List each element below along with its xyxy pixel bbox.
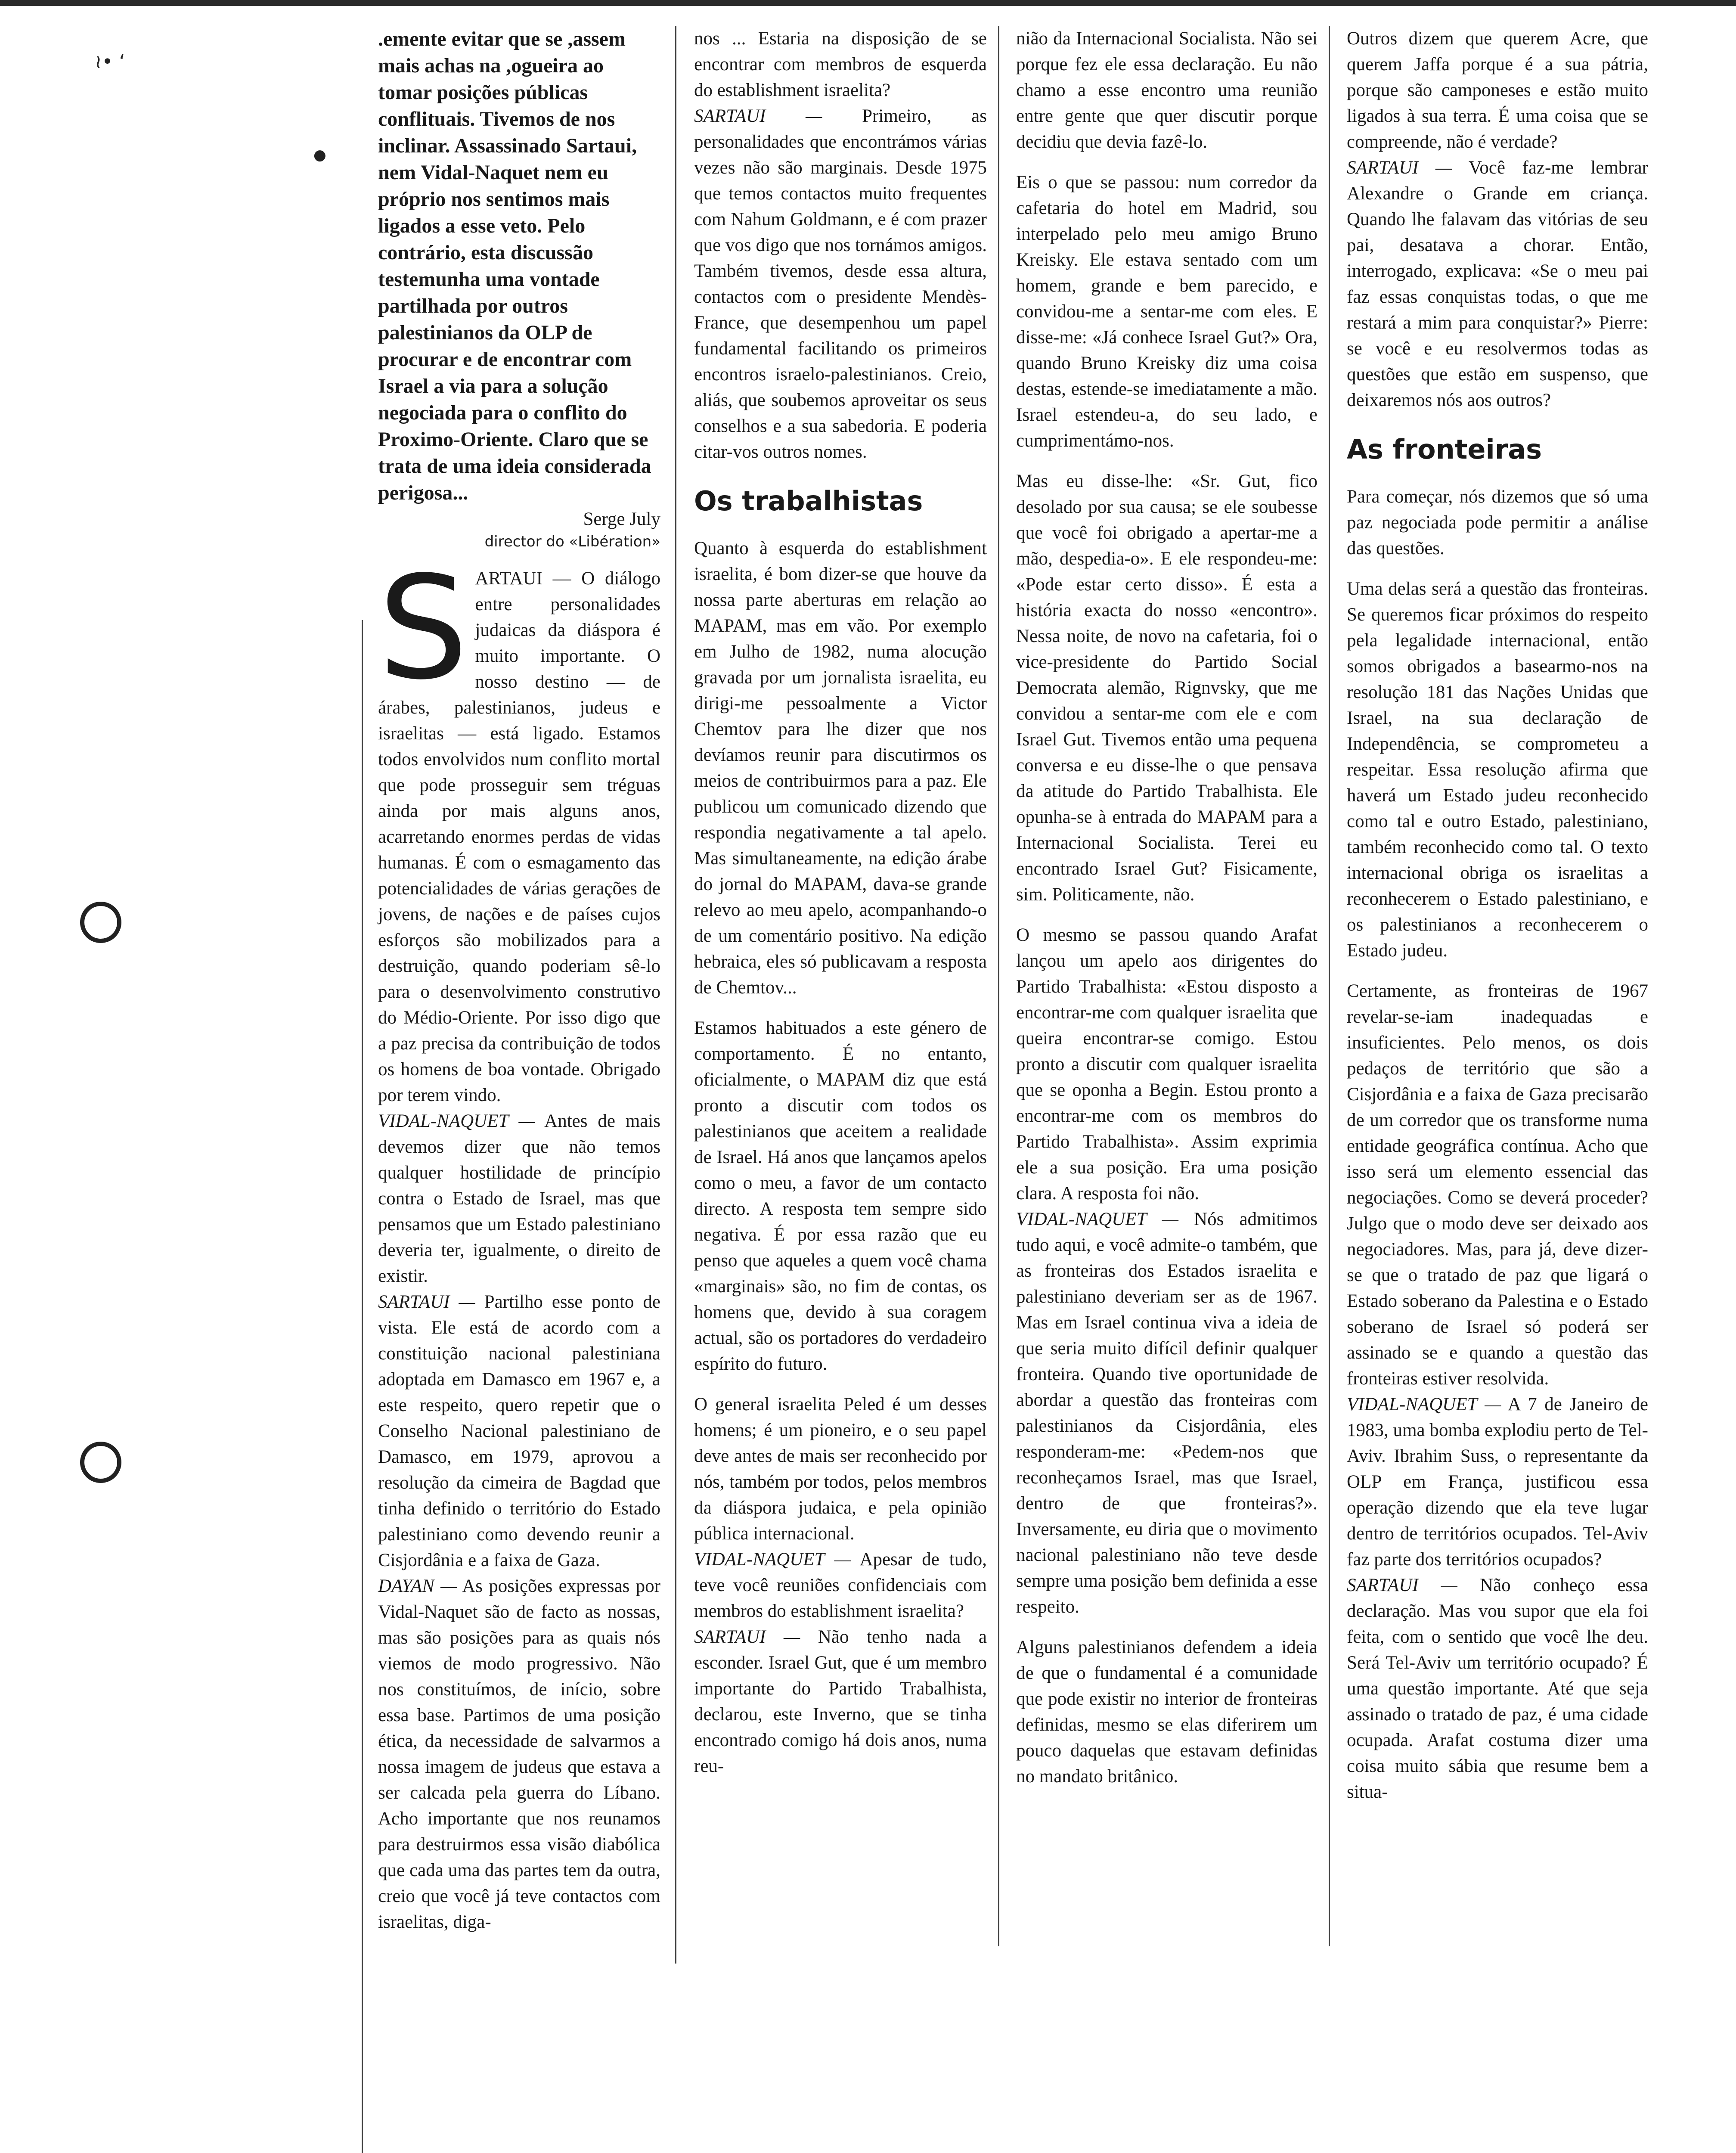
speaker-label: VIDAL-NAQUET — <box>1347 1394 1501 1415</box>
scan-artifact-mark: ≀• ‘ <box>95 51 125 73</box>
paragraph-text: nos ... Estaria na disposição de se encontrar com membros de esquerda do establishment israelita? <box>694 28 987 100</box>
paragraph <box>694 1624 987 1779</box>
speaker-label: SARTAUI — <box>378 1292 475 1312</box>
paragraph-text: nião da Internacional Socialista. Não sei porque fez ele essa declaração. Eu não chamo a esse encontro uma reunião entre gente que quer discutir porque decidiu que devia fazê-lo. <box>1016 28 1318 152</box>
paragraph <box>1347 1573 1648 1805</box>
paragraph-text: Não conheço essa declaração. Mas vou supor que ela foi feita, com o sentido que você lhe deu. Será Tel-Aviv um território ocupado? É uma questão importante. Até que seja assinado o tratado de paz, é uma cidade ocupada. Arafat costuma dizer uma coisa muito sábia que resume bem a situa- <box>1347 1575 1648 1802</box>
editor-intro: .emente evitar que se ,assem mais achas na ,ogueira ao tomar posições públicas conflituais. Tivemos de nos inclinar. Assassinado Sartaui, nem Vidal-Naquet nem eu próprio nos sentimos mais ligados a esse veto. Pelo contrário, esta discussão testemunha uma vontade partilhada por outros palestinianos da OLP de procurar e de encontrar com Israel a via para a solução negociada para o conflito do Proximo-Oriente. Claro que se trata de uma ideia considerada perigosa... <box>378 28 651 504</box>
paragraph-text: ARTAUI — O diálogo entre personalidades judaicas da diáspora é muito importante. O nosso destino — de árabes, palestinianos, judeus e israelitas — está ligado. Estamos todos envolvidos num conflito mortal que pode prosseguir sem tréguas ainda por mais alguns anos, acarretando enormes perdas de vidas humanas. É com o esmagamento das potencialidades de várias gerações de jovens, de nações e de países cujos esforços são mobilizados para a destruição, quando poderiam sê-lo para o desenvolvimento construtivo do Médio-Oriente. Por isso digo que a paz precisa da contribuição de todos os homens de boa vontade. Obrigado por terem vindo. <box>378 568 660 1105</box>
paragraph-text: Quanto à esquerda do establishment israelita, é bom dizer-se que houve da nossa parte aberturas em relação ao MAPAM, mas em vão. Por exemplo em Julho de 1982, numa alocução gravada por um jornalista israelita, eu dirigi-me pessoalmente a Victor Chemtov para lhe dizer que nos devíamos reunir para discutirmos os meios de contribuirmos para a paz. Ele publicou um comunicado dizendo que respondia negativamente a tal apelo. Mas simultaneamente, na edição árabe do jornal do MAPAM, dava-se grande relevo ao meu apelo, acompanhando-o de um comentário positivo. Na edição hebraica, eles só publicavam a resposta de Chemtov... <box>694 538 987 998</box>
section-heading: As fronteiras <box>1347 434 1542 465</box>
column-rule <box>675 26 676 1964</box>
speaker-label: SARTAUI — <box>1347 158 1452 178</box>
punch-hole-top <box>80 902 121 943</box>
speaker-label: VIDAL-NAQUET — <box>378 1111 535 1131</box>
signature-name: Serge July <box>583 509 660 529</box>
paragraph-text: Para começar, nós dizemos que só uma paz negociada pode permitir a análise das questões. <box>1347 487 1648 558</box>
paragraph <box>1347 1392 1648 1573</box>
column-2 <box>694 26 987 1779</box>
paragraph-text: Uma delas será a questão das fronteiras. Se queremos ficar próximos do respeito pela legalidade internacional, então somos obrigados a basearmo-nos na resolução 181 das Nações Unidas que Israel, na sua declaração de Independência, se comprometeu a respeitar. Essa resolução afirma que haverá um Estado judeu reconhecido como tal e outro Estado, palestiniano, também reconhecido como tal. O texto internacional obriga os israelitas a reconhecerem o Estado palestiniano, e os palestinianos a reconhecerem o Estado judeu. <box>1347 579 1648 961</box>
column-3 <box>1016 26 1318 1790</box>
column-4 <box>1347 26 1648 1805</box>
speaker-label: VIDAL-NAQUET — <box>1016 1209 1178 1229</box>
column-rule <box>998 26 999 1946</box>
paragraph <box>378 546 660 1108</box>
scan-artifact-dot: ● <box>313 146 326 164</box>
speaker-label: SARTAUI — <box>694 1627 800 1647</box>
paragraph-text: Você faz-me lembrar Alexandre o Grande em criança. Quando lhe falavam das vitórias de seu pai, desatava a chorar. Então, interrogado, explicava: «Se o meu pai faz essas conquistas todas, o que me restará a mim para conquistar?» Pierre: se você e eu resolvermos todas as questões que estão em suspenso, que deixaremos nós aos outros? <box>1347 158 1648 410</box>
paragraph-text: Nós admitimos tudo aqui, e você admite-o também, que as fronteiras dos Estados israelita e palestiniano deveriam ser as de 1967. Mas em Israel continua viva a ideia de que seria muito difícil definir qualquer fronteira. Quando tive oportunidade de abordar a questão das fronteiras com palestinianos da Cisjordânia, eles responderam-me: «Pedem-nos que reconheçamos Israel, mas que Israel, dentro de que fronteiras?». Inversamente, eu diria que o movimento nacional palestiniano não teve desde sempre uma posição bem definida a esse respeito. <box>1016 1209 1318 1617</box>
paragraph-text: Outros dizem que querem Acre, que querem Jaffa porque é a sua pátria, porque são camponeses e estão muito ligados à sua terra. É uma coisa que se compreende, não é verdade? <box>1347 28 1648 152</box>
paragraph-text: Apesar de tudo, teve você reuniões confidenciais com membros do establishment israelita? <box>694 1549 987 1621</box>
speaker-label: SARTAUI — <box>694 106 822 126</box>
speaker-label: DAYAN — <box>378 1576 457 1596</box>
column-rule <box>1329 26 1330 1946</box>
paragraph-text: Eis o que se passou: num corredor da cafetaria do hotel em Madrid, sou interpelado pelo meu amigo Bruno Kreisky. Ele estava sentado com um homem, grande e bem parecido, e convidou-me a sentar-me com eles. E disse-me: «Já conhece Israel Gut?» Ora, quando Bruno Kreisky diz uma coisa destas, estende-se imediatamente a mão. Israel estendeu-a, do seu lado, e cumprimentámo-nos. <box>1016 172 1318 451</box>
paragraph <box>1347 155 1648 413</box>
paragraph <box>378 1108 660 1289</box>
paragraph-text: O general israelita Peled é um desses homens; é um pioneiro, e o seu papel deve antes de mais ser reconhecido por nós, também por todos, pelos membros da diáspora judaica, e pela opinião pública internacional. <box>694 1394 987 1544</box>
paragraph-text: Partilho esse ponto de vista. Ele está de acordo com a constituição nacional palestiniana adoptada em Damasco em 1967 e, a este respeito, quero repetir que o Conselho Nacional palestiniano de Damasco, em 1979, aprovou a resolução da cimeira de Bagdad que tinha definido o território do Estado palestiniano como devendo reunir a Cisjordânia e a faixa de Gaza. <box>378 1292 660 1570</box>
speaker-label: SARTAUI — <box>1347 1575 1457 1595</box>
paragraph-text: Alguns palestinianos defendem a ideia de que o fundamental é a comunidade que pode existir no interior de fronteiras definidas, mesmo se elas diferirem um pouco daquelas que estavam definidas no mandato britânico. <box>1016 1637 1318 1787</box>
paragraph <box>694 103 987 465</box>
paragraph-text: Certamente, as fronteiras de 1967 revelar-se-iam inadequadas e insuficientes. Pelo menos, os dois pedaços de território que são a Cisjordânia e a faixa de Gaza precisarão de um corredor que os transforme numa entidade geográfica contínua. Acho que isso será um elemento essencial das negociações. Como se deverá proceder? Julgo que o modo deve ser deixado aos negociadores. Mas, para já, deve dizer-se que o tratado de paz que ligará o Estado soberano da Palestina e o Estado soberano de Israel só poderá ser assinado se e quando a questão das fronteiras estiver resolvida. <box>1347 981 1648 1389</box>
paragraph-text: Estamos habituados a este género de comportamento. É no entanto, oficialmente, o MAPAM diz que está pronto a discutir com todos os palestinianos que aceitem a realidade de Israel. Há anos que lançamos apelos como o meu, a favor de um contacto directo. A resposta tem sempre sido negativa. É por essa razão que eu penso que aqueles a quem você chama «marginais» são, no fim de contas, os homens que, devido à sua coragem actual, são os portadores do verdadeiro espírito do futuro. <box>694 1018 987 1374</box>
paragraph-text: Mas eu disse-lhe: «Sr. Gut, fico desolado por sua causa; se ele soubesse que você foi obrigado a apertar-me a mão, despedia-o». E ele respondeu-me: «Pode estar certo disso». É esta a história exacta do nosso «encontro». Nessa noite, de novo na cafetaria, foi o vice-presidente do Partido Social Democrata alemão, Rignvsky, que me convidou a sentar-me com ele e com Israel Gut. Tivemos então uma pequena conversa e eu disse-lhe o que pensava da atitude do Partido Trabalhista. Ele opunha-se à entrada do MAPAM para a Internacional Socialista. Terei eu encontrado Israel Gut? Fisicamente, sim. Politicamente, não. <box>1016 471 1318 905</box>
paragraph <box>1016 1207 1318 1620</box>
section-heading: Os trabalhistas <box>694 485 923 517</box>
paragraph-text: Antes de mais devemos dizer que não temos qualquer hostilidade de princípio contra o Estado de Israel, mas que pensamos que um Estado palestiniano deveria ter, igualmente, o direito de existir. <box>378 1111 660 1286</box>
paragraph-text: Primeiro, as personalidades que encontrámos várias vezes não são marginais. Desde 1975 que temos contactos muito frequentes com Nahum Goldmann, e é com prazer que vos digo que nos tornámos amigos. Também tivemos, desde essa altura, contactos com o presidente Mendès-France, que desempenhou um papel fundamental facilitando os primeiros encontros israelo-palestinianos. Creio, aliás, que soubemos aproveitar os seus conselhos e a sua sabedoria. E poderia citar-vos outros nomes. <box>694 106 987 462</box>
column-rule <box>362 620 363 2153</box>
punch-hole-bottom <box>80 1442 121 1483</box>
paragraph-text: A 7 de Janeiro de 1983, uma bomba explodiu perto de Tel-Aviv. Ibrahim Suss, o representante da OLP em França, justificou essa operação dizendo que ela teve lugar dentro de territórios ocupados. Tel-Aviv faz parte dos territórios ocupados? <box>1347 1394 1648 1570</box>
paragraph <box>694 1547 987 1624</box>
scan-top-edge <box>0 0 1736 6</box>
paragraph <box>378 1289 660 1573</box>
signature-role: director do «Libération» <box>484 533 660 550</box>
paragraph-text: Não tenho nada a esconder. Israel Gut, que é um membro importante do Partido Trabalhista, declarou, este Inverno, que se tinha encontrado comigo há dois anos, numa reu- <box>694 1627 987 1776</box>
column-1 <box>378 26 660 1935</box>
paragraph-text: O mesmo se passou quando Arafat lançou um apelo aos dirigentes do Partido Trabalhista: «Estou disposto a encontrar-me com qualquer israelita que queira encontrar-se comigo. Estou pronto a discutir com qualquer israelita que se oponha a Begin. Estou pronto a encontrar-me com os membros do Partido Trabalhista». Assim exprimia ele a sua posição. Era uma posição clara. A resposta foi não. <box>1016 925 1318 1204</box>
paragraph <box>378 1573 660 1935</box>
speaker-label: VIDAL-NAQUET — <box>694 1549 851 1570</box>
drop-cap-letter: S <box>378 546 468 711</box>
paragraph-text: As posições expressas por Vidal-Naquet são de facto as nossas, mas são posições para as quais nós viemos de modo progressivo. Não nos constituímos, de início, sobre essa base. Partimos de uma posição ética, da necessidade de salvarmos a nossa imagem de judeus que estava a ser calcada pela guerra do Líbano. Acho importante que nos reunamos para destruirmos essa visão diabólica que cada uma das partes tem da outra, creio que você já teve contactos com israelitas, diga- <box>378 1576 660 1932</box>
